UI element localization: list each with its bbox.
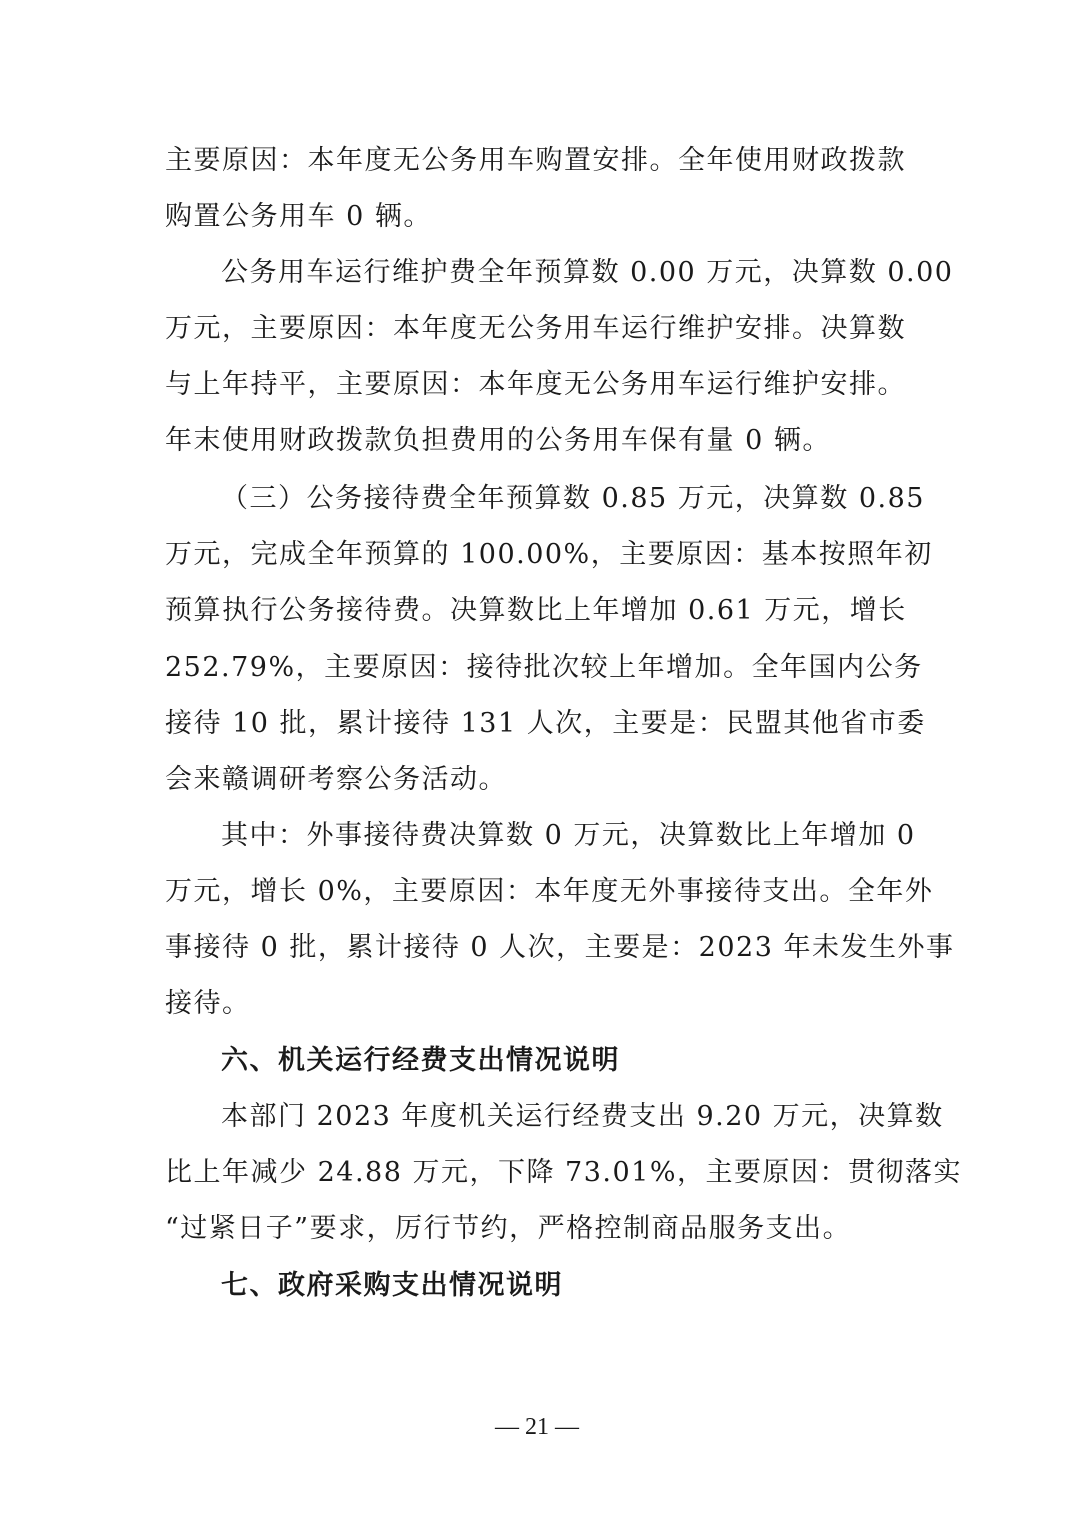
- paragraph-line: 接待 10 批，累计接待 131 人次，主要是：民盟其他省市委: [165, 708, 926, 739]
- paragraph-line: 事接待 0 批，累计接待 0 人次，主要是：2023 年未发生外事: [165, 932, 955, 963]
- page-number: — 21 —: [495, 1414, 579, 1440]
- paragraph-line: 预算执行公务接待费。决算数比上年增加 0.61 万元，增长: [165, 595, 907, 626]
- paragraph-line: 主要原因：本年度无公务用车购置安排。全年使用财政拨款: [165, 145, 906, 176]
- paragraph-line: 万元，增长 0%，主要原因：本年度无外事接待支出。全年外: [165, 876, 934, 907]
- paragraph-line: 公务用车运行维护费全年预算数 0.00 万元，决算数 0.00: [221, 257, 954, 288]
- paragraph-line: 252.79%，主要原因：接待批次较上年增加。全年国内公务: [165, 652, 923, 683]
- paragraph-line: 比上年减少 24.88 万元，下降 73.01%，主要原因：贯彻落实: [165, 1157, 962, 1188]
- paragraph-line: 万元，主要原因：本年度无公务用车运行维护安排。决算数: [165, 313, 906, 344]
- section-heading: 七、政府采购支出情况说明: [221, 1270, 563, 1301]
- paragraph-line: 本部门 2023 年度机关运行经费支出 9.20 万元，决算数: [221, 1101, 944, 1132]
- paragraph-line: 年末使用财政拨款负担费用的公务用车保有量 0 辆。: [165, 425, 831, 456]
- paragraph-line: 购置公务用车 0 辆。: [165, 201, 432, 232]
- paragraph-line: 会来赣调研考察公务活动。: [165, 764, 507, 795]
- paragraph-line: （三）公务接待费全年预算数 0.85 万元，决算数 0.85: [221, 483, 925, 514]
- paragraph-line: 接待。: [165, 988, 251, 1019]
- paragraph-line: 与上年持平，主要原因：本年度无公务用车运行维护安排。: [165, 369, 906, 400]
- section-heading: 六、机关运行经费支出情况说明: [221, 1045, 620, 1076]
- paragraph-line: “过紧日子”要求，厉行节约，严格控制商品服务支出。: [165, 1213, 852, 1244]
- paragraph-line: 万元，完成全年预算的 100.00%，主要原因：基本按照年初: [165, 539, 933, 570]
- paragraph-line: 其中：外事接待费决算数 0 万元，决算数比上年增加 0: [221, 820, 916, 851]
